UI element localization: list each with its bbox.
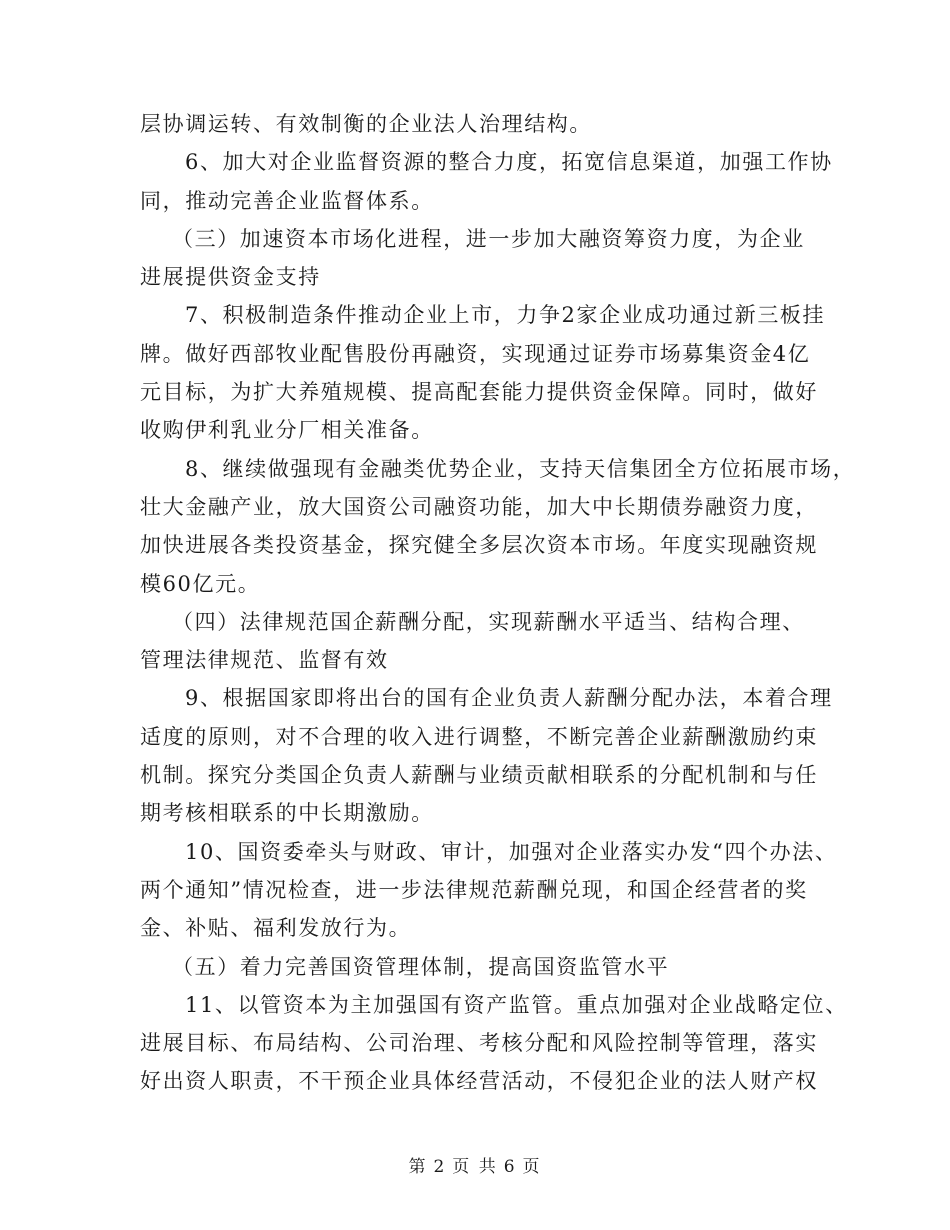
- text-line: 两个通知”情况检查，进一步法律规范薪酬兑现，和国企经营者的奖: [140, 877, 808, 902]
- text-line: 进展提供资金支持: [140, 265, 321, 290]
- text-line: 7、积极制造条件推动企业上市，力争2家企业成功通过新三板挂: [185, 303, 826, 328]
- text-line: 适度的原则，对不合理的收入进行调整，不断完善企业薪酬激励约束: [140, 724, 818, 749]
- footer-prefix: 第: [408, 1157, 428, 1177]
- text-line: 8、继续做强现有金融类优势企业，支持天信集团全方位拓展市场，: [185, 456, 856, 481]
- paragraph-item-9: [140, 679, 833, 832]
- text-line: 牌。做好西部牧业配售股份再融资，实现通过证券市场募集资金4亿: [140, 341, 811, 366]
- text-line: 9、根据国家即将出台的国有企业负责人薪酬分配办法，本着合理: [185, 686, 833, 711]
- footer-suffix: 页: [522, 1157, 542, 1177]
- text-line: 6、加大对企业监督资源的整合力度，拓宽信息渠道，加强工作协: [185, 150, 833, 175]
- text-line: 好出资人职责，不干预企业具体经营活动，不侵犯企业的法人财产权: [140, 1069, 818, 1094]
- text-line: 10、国资委牵头与财政、审计，加强对企业落实办发“四个办法、: [185, 839, 838, 864]
- text-line: 机制。探究分类国企负责人薪酬与业绩贡献相联系的分配机制和与任: [140, 763, 818, 788]
- paragraph-item-11: [140, 986, 848, 1101]
- total-pages-number: 6: [503, 1157, 517, 1177]
- paragraph-continued: [140, 105, 812, 143]
- text-line: （五）着力完善国资管理体制，提高国资监管水平: [172, 954, 670, 979]
- section-heading-4: [140, 603, 812, 680]
- section-heading-3: [140, 220, 812, 297]
- text-line: 模60亿元。: [140, 571, 261, 596]
- text-line: 加快进展各类投资基金，探究健全多层次资本市场。年度实现融资规: [140, 533, 818, 558]
- text-line: 壮大金融产业，放大国资公司融资功能，加大中长期债券融资力度，: [140, 494, 818, 519]
- text-line: 同，推动完善企业监督体系。: [140, 188, 434, 213]
- paragraph-item-7: [140, 296, 826, 449]
- text-line: 层协调运转、有效制衡的企业法人治理结构。: [140, 112, 592, 136]
- page-footer: [0, 1152, 950, 1177]
- paragraph-item-10: [140, 833, 838, 948]
- current-page-number: 2: [433, 1157, 447, 1177]
- text-line: （三）加速资本市场化进程，进一步加大融资筹资力度，为企业: [172, 226, 805, 251]
- text-line: 期考核相联系的中长期激励。: [140, 801, 434, 826]
- text-line: 进展目标、布局结构、公司治理、考核分配和风险控制等管理，落实: [140, 1031, 818, 1056]
- text-line: （四）法律规范国企薪酬分配，实现薪酬水平适当、结构合理、: [172, 609, 805, 634]
- footer-middle: 页 共: [452, 1157, 498, 1177]
- paragraph-item-6: [140, 143, 833, 220]
- paragraph-item-8: [140, 450, 856, 603]
- document-body: [140, 105, 856, 1101]
- text-line: 收购伊利乳业分厂相关准备。: [140, 418, 434, 443]
- text-line: 金、补贴、福利发放行为。: [140, 916, 412, 941]
- text-line: 管理法律规范、监督有效: [140, 648, 389, 673]
- text-line: 11、以管资本为主加强国有资产监管。重点加强对企业战略定位、: [185, 992, 848, 1017]
- section-heading-5: [140, 948, 812, 986]
- text-line: 元目标，为扩大养殖规模、提高配套能力提供资金保障。同时，做好: [140, 380, 818, 405]
